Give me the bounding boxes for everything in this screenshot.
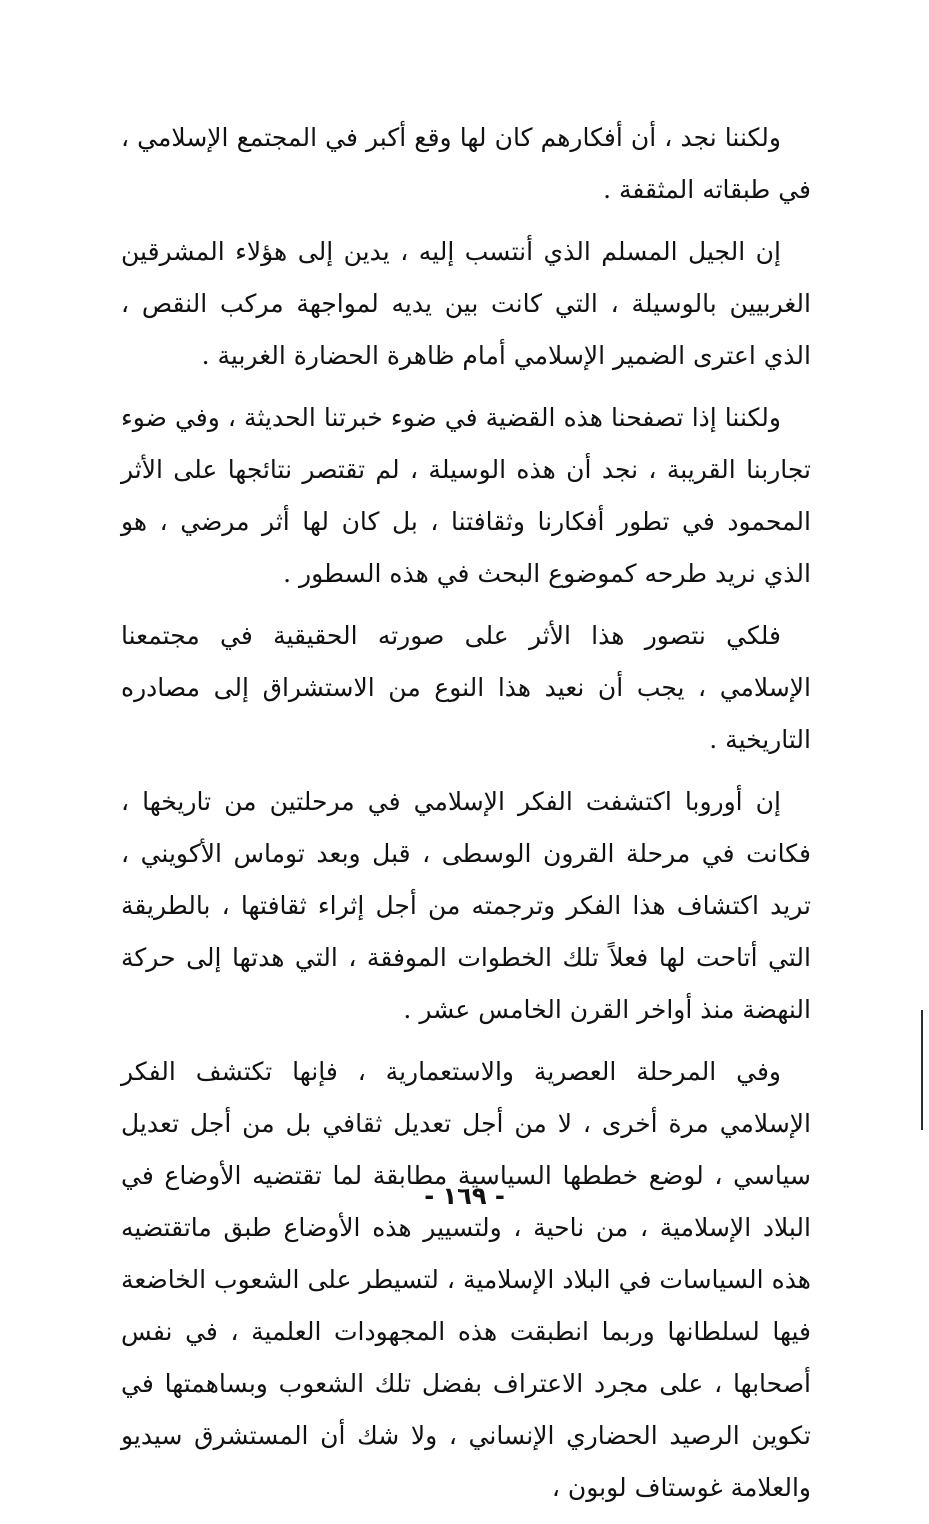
paragraph-1: ولكننا نجد ، أن أفكارهم كان لها وقع أكبر في المجتمع الإسلامي ، في طبقاته المثقفة . [121,123,811,204]
body-text [121,112,811,1524]
scan-edge-line [921,1010,923,1130]
paragraph-4: فلكي نتصور هذا الأثر على صورته الحقيقية في مجتمعنا الإسلامي ، يجب أن نعيد هذا النوع من الاستشراق إلى مصادره التاريخية . [121,621,811,754]
paragraph-6: وفي المرحلة العصرية والاستعمارية ، فإنها تكتشف الفكر الإسلامي مرة أخرى ، لا من أجل تعديل ثقافي بل من أجل تعديل سياسي ، لوضع خططها السياسية مطابقة لما تقتضيه الأوضاع في البلاد الإسلامية ، من ناحية ، ولتسيير هذه الأوضاع طبق ماتقتضيه هذه السياسات في البلاد الإسلامية ، لتسيطر على الشعوب الخاضعة فيها لسلطانها وربما انطبقت هذه المجهودات العلمية ، في نفس أصحابها ، على مجرد الاعتراف بفضل تلك الشعوب وبساهمتها في تكوين الرصيد الحضاري الإنساني ، ولا شك أن المستشرق سيديو والعلامة غوستاف لوبون ، [121,1057,811,1502]
paragraph-2: إن الجيل المسلم الذي أنتسب إليه ، يدين إلى هؤلاء المشرقين الغربيين بالوسيلة ، التي كانت بين يديه لمواجهة مركب النقص ، الذي اعترى الضمير الإسلامي أمام ظاهرة الحضارة الغربية . [121,237,811,370]
paragraph-3: ولكننا إذا تصفحنا هذه القضية في ضوء خبرتنا الحديثة ، وفي ضوء تجاربنا القريبة ، نجد أن هذه الوسيلة ، لم تقتصر نتائجها على الأثر المحمود في تطور أفكارنا وثقافتنا ، بل كان لها أثر مرضي ، هو الذي نريد طرحه كموضوع البحث في هذه السطور . [121,403,811,588]
page-number: - ١٦٩ - [424,1182,505,1210]
paragraph-5: إن أوروبا اكتشفت الفكر الإسلامي في مرحلتين من تاريخها ، فكانت في مرحلة القرون الوسطى ، قبل وبعد توماس الأكويني ، تريد اكتشاف هذا الفكر وترجمته من أجل إثراء ثقافتها ، بالطريقة التي أتاحت لها فعلاً تلك الخطوات الموفقة ، التي هدتها إلى حركة النهضة منذ أواخر القرن الخامس عشر . [121,787,811,1024]
